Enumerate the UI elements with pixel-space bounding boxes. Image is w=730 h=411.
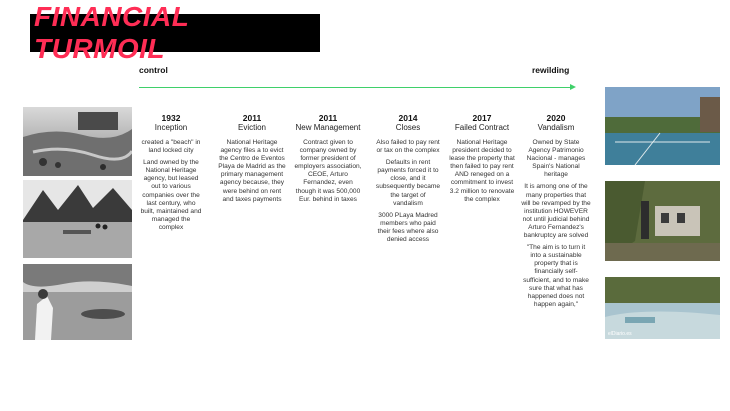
page-title: FINANCIAL TURMOIL (34, 1, 189, 64)
timeline-arrow (139, 87, 571, 88)
timeline-column-2014 (375, 113, 441, 248)
historic-photo-lake (23, 180, 132, 258)
column-text: created a "beach" in land locked city (141, 139, 201, 155)
current-photo-building (605, 181, 720, 261)
timeline-column-2017 (448, 113, 516, 208)
column-text: National Heritage president decided to lease the property that then failed to pay rent AND reneged on a commitment to invest 3.2 million to renovate the complex (449, 139, 515, 203)
column-event: Eviction (237, 123, 266, 132)
column-event: New Management (295, 123, 361, 132)
column-event: Inception (154, 123, 188, 132)
arrow-head-icon (570, 84, 576, 90)
timeline-column-1932 (140, 113, 202, 236)
axis-right-label: rewilding (532, 65, 570, 75)
column-event: Vandalism (537, 123, 575, 132)
column-text: Land owned by the National Heritage agency, but leased out to various companies over the last century, who built, maintained and managed the complex (140, 159, 202, 231)
timeline-column-2011-eviction (218, 113, 286, 208)
column-year: 2011 (318, 113, 338, 123)
column-year: 2020 (546, 113, 566, 123)
title-banner (30, 1, 320, 64)
column-text: National Heritage agency files a to evict the Centro de Eventos Playa de Madrid as the primary management agency because, they were behind on rent and taxes payments (218, 139, 286, 203)
timeline-column-2020 (521, 113, 591, 313)
column-text: Owned by State Agency Patrimonio Nacional - manages Spain's National heritage (526, 139, 586, 179)
current-photo-court (605, 87, 720, 165)
axis-left-label: control (139, 65, 168, 75)
historic-photo-beach (23, 107, 132, 176)
timeline-column-2011-management (294, 113, 362, 208)
current-photo-pool (605, 277, 720, 339)
column-year: 2011 (242, 113, 262, 123)
column-event: Failed Contract (454, 123, 510, 132)
column-text: 3000 PLaya Madred members who paid their fees where also denied access (377, 211, 439, 244)
photo-caption: elDiario.es (608, 331, 632, 337)
column-event: Closes (395, 123, 421, 132)
column-text: Also failed to pay rent or tax on the complex (376, 139, 440, 155)
column-text: Contract given to company owned by former president of employers association, CEOE, Arturo Fernandez, even though it was 500,000 Eur. behind in taxes (294, 139, 362, 203)
historic-photo-boats (23, 264, 132, 340)
column-text: It is among one of the many properties that will be revamped by the institution HOWEVER not until judicial behind Arturo Fernandez's bankruptcy are solved (521, 183, 591, 240)
column-year: 2017 (472, 113, 492, 123)
column-quote: "The aim is to turn it into a sustainable property that is financially self-sufficient, and to make sure that what has happened does not happen again," (523, 244, 589, 308)
column-text: Defaults in rent payments forced it to close, and it subsequently became the target of vandalism (375, 159, 441, 207)
column-year: 2014 (398, 113, 418, 123)
column-year: 1932 (161, 113, 181, 123)
